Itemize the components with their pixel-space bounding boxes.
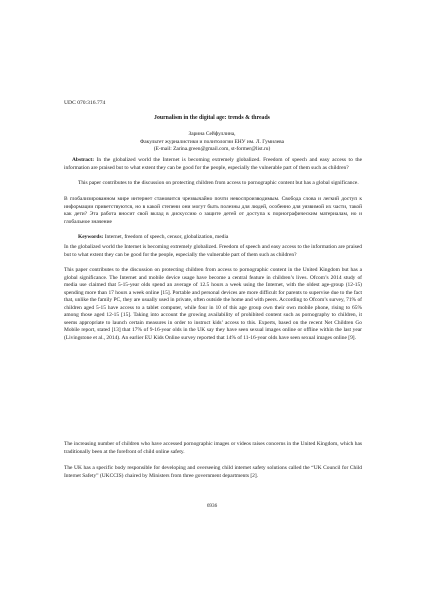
abstract-text: In the globalized world the Internet is becoming extremely globalized. Freedom of speech and easy access to the information are praised but to what extent they can be good for the people, especially the vulnerable part of them such as children?	[64, 157, 362, 171]
author-name: Зарина Сейфуллина,	[188, 131, 236, 137]
udc-code: UDC 070:316.774	[64, 100, 106, 106]
author-block	[0, 131, 424, 154]
email-prefix: (E-mail:	[153, 146, 172, 153]
abstract-russian: В глобализированном мире интернет становится чрезвычайно почти невоспроизводимым. Свобода слова и легкий доступ к информации приветствуются, но в какой степени они могут быть полезны для людей, особенно для уязвимой их части, такой как дети? Эта работа вносит свой вклад в дискуссию о защите детей от доступа к порнографическим материалам, но и глобальное значение	[64, 196, 362, 225]
keywords-paragraph	[64, 234, 362, 242]
author-email-line	[0, 146, 424, 154]
article-title: Journalism in the digital age: trends & threads	[154, 115, 270, 121]
author-email: Zarina.green@gmail.com, st-former@list.ru)	[173, 146, 271, 153]
body-paragraph-2: This paper contributes to the discussion on protecting children from access to pornographic content in the United Kingdom but has a global significance. The Internet and mobile device usage have become a central feature in children’s lives. Ofcom’s 2014 study of media use claimed that 5-15-year olds spend an average of 12.5 hours a week using the Internet, with the oldest age-group (12-15) spending more than 17 hours a week online [15]. Portable and personal devices are more difficult for parents to supervise due to the fact that, unlike the family PC, they are usually used in private, often outside the home and with peers. According to Ofcom’s survey, 71% of children aged 5-15 have access to a tablet computer, while four in 10 of this age group own their own mobile phone, rising to 65% among those aged 12-15 [15]. Taking into account the growing availability of prohibited content such as pornography to children, it seems appropriate to launch certain measures in order to instruct kids’ access to this. Experts, based on the recent Net Children Go Mobile report, stated [13] that 17% of 9-16-year olds in the UK say they have seen sexual images online or offline within the last year (Livingstone et al., 2014). An earlier EU Kids Online survey reported that 14% of 11-16-year olds have seen sexual images online [9].	[64, 267, 362, 341]
body-paragraph-4: The UK has a specific body responsible for developing and overseeing child internet safety solutions called the “UK Council for Child Internet Safety” (UKCCIS) chaired by Ministers from three government departments [2].	[64, 465, 362, 479]
page-number: 6936	[206, 503, 218, 509]
keywords-label: Keywords:	[78, 234, 104, 240]
abstract-paragraph-2: This paper contributes to the discussion on protecting children from access to pornographic content but has a global significance.	[78, 180, 359, 186]
abstract-label: Abstract:	[72, 157, 95, 163]
body-paragraph-3: The increasing number of children who have accessed pornographic images or videos raises concerns in the United Kingdom, which has traditionally been at the forefront of child online safety.	[64, 441, 362, 455]
keywords-text: Internet, freedom of speech, censor, globalization, media	[103, 234, 229, 240]
abstract-paragraph	[64, 157, 362, 172]
body-paragraph-1: In the globalized world the Internet is becoming extremely globalized. Freedom of speech and easy access to the information are praised but to what extent they can be good for the people, especially the vulnerable part of them such as children?	[64, 244, 362, 258]
author-affiliation: Факультет журналистики и политологии ЕНУ им. Л. Гумилева	[140, 138, 284, 145]
